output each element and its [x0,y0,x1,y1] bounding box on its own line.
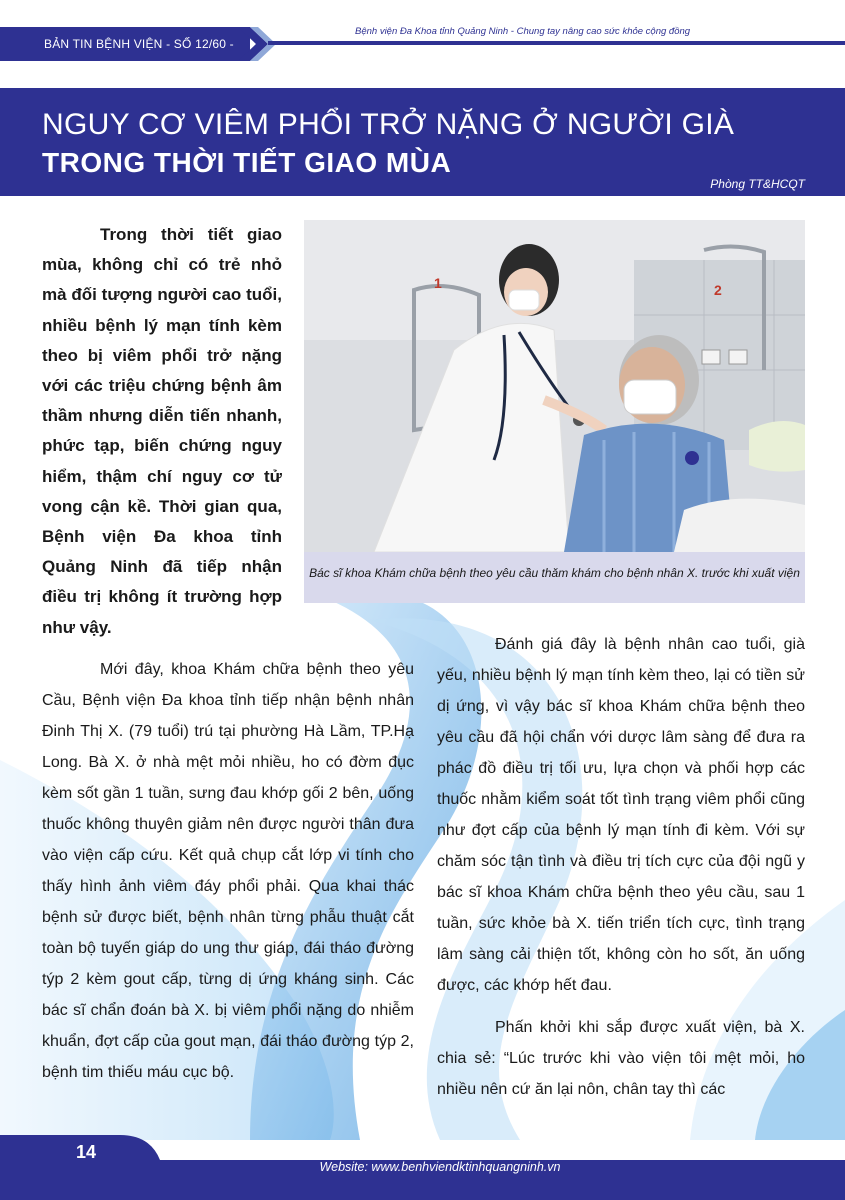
doctor-patient-photo [304,220,805,552]
body-column-right [437,629,805,1105]
page-number: 14 [76,1142,97,1162]
article-title-line2: TRONG THỜI TIẾT GIAO MÙA [42,147,452,178]
hospital-slogan: Bệnh viện Đa Khoa tỉnh Quảng Ninh - Chung tay nâng cao sức khỏe cộng đồng [355,26,691,37]
paragraph: Phấn khởi khi sắp được xuất viện, bà X. chia sẻ: “Lúc trước khi vào viện tôi mệt mỏi, ho nhiều nên cứ ăn lại nôn, chân tay thì các [437,1019,805,1098]
photo-caption: Bác sĩ khoa Khám chữa bệnh theo yêu cầu thăm khám cho bệnh nhân X. trước khi xuất viện [309,566,800,580]
paragraph: Đánh giá đây là bệnh nhân cao tuổi, già yếu, nhiều bệnh lý mạn tính kèm theo, lại có tiền sử dị ứng, vì vậy bác sĩ khoa Khám chữa bệnh theo yêu cầu đã hội chẩn với dược lâm sàng để đưa ra phác đồ điều trị tối ưu, lựa chọn và phối hợp các thuốc nhằm kiểm soát tốt tình trạng viêm phổi cũng như đợt cấp của bệnh lý mạn tính đi kèm. Với sự chăm sóc tận tình và điều trị tích cực của đội ngũ y bác sĩ khoa Khám chữa bệnh theo yêu cầu, sau 1 tuần, sức khỏe bà X. tiến triển tích cực, tình trạng lâm sàng cải thiện tốt, không còn ho sốt, ăn uống được, các khớp hết đau. [437,636,805,994]
body-column-left [42,654,414,1088]
bed-number-2: 2 [714,282,722,298]
article-lead: Trong thời tiết giao mùa, không chỉ có trẻ nhỏ mà đối tượng người cao tuổi, nhiều bệnh lý mạn tính kèm theo bị viêm phổi trở nặng với các triệu chứng bệnh âm thầm nhưng diễn tiến nhanh, phức tạp, biến chứng nguy hiểm, thậm chí nguy cơ tử vong cận kề. Thời gian qua, Bệnh viện Đa khoa tỉnh Quảng Ninh đã tiếp nhận điều trị không ít trường hợp như vậy. [42,225,282,637]
issue-label: BẢN TIN BỆNH VIỆN - SỐ 12/60 - 2022 [0,27,250,61]
website-link[interactable]: Website: www.benhviendktinhquangninh.vn [319,1160,561,1174]
bed-number-1: 1 [434,275,442,291]
article-byline: Phòng TT&HCQT [710,177,805,191]
header-rule [268,41,845,45]
article-title-line1: NGUY CƠ VIÊM PHỔI TRỞ NẶNG Ở NGƯỜI GIÀ [42,108,735,141]
paragraph: Mới đây, khoa Khám chữa bệnh theo yêu Cầu, Bệnh viện Đa khoa tỉnh tiếp nhận bệnh nhân Đinh Thị X. (79 tuổi) trú tại phường Hà Lầm, TP.Hạ Long. Bà X. ở nhà mệt mỏi nhiều, ho có đờm đục kèm sốt gần 1 tuần, sưng đau khớp gối 2 bên, uống thuốc không thuyên giảm nên được người thân đưa vào viện cấp cứu. Kết quả chụp cắt lớp vi tính cho thấy hình ảnh viêm đáy phổi phải. Qua khai thác bệnh sử được biết, bệnh nhân từng phẫu thuật cắt toàn bộ tuyến giáp do ung thư giáp, đái tháo đường týp 2 kèm gout cấp, từng dị ứng kháng sinh. Các bác sĩ chẩn đoán bà X. bị viêm phổi nặng do nhiễm khuẩn, đợt cấp của gout mạn, đái tháo đường týp 2, bệnh tim thiếu máu cục bộ. [42,661,414,1081]
